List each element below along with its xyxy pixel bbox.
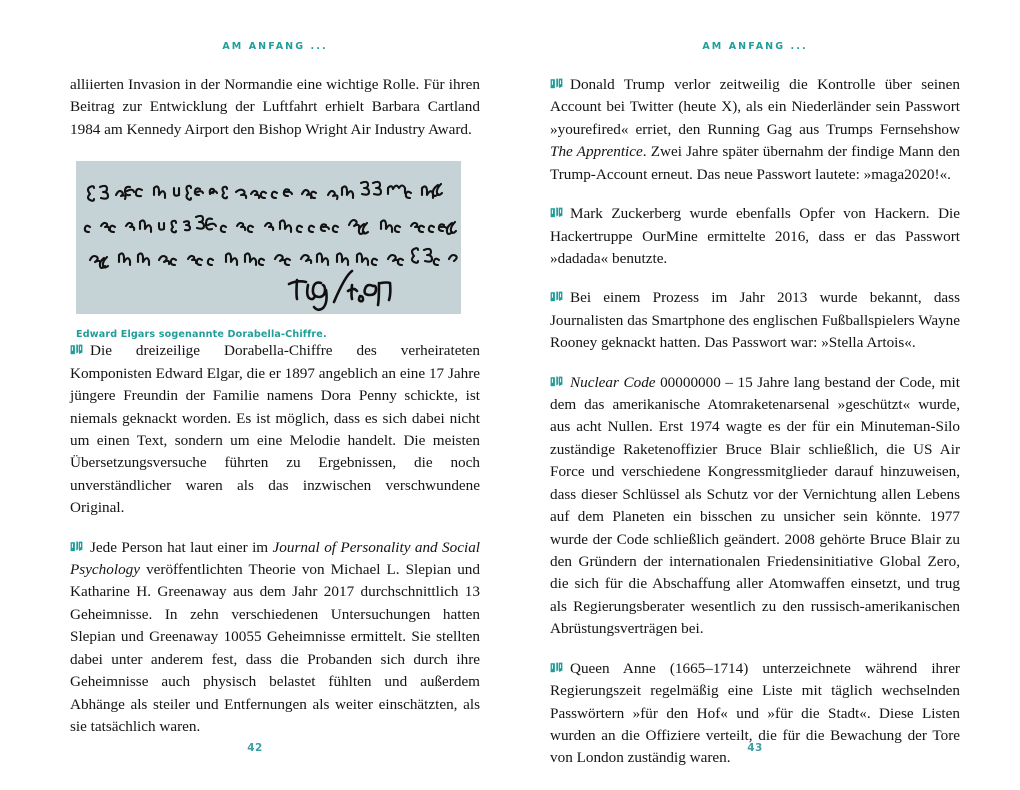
open-book-icon xyxy=(550,291,563,302)
fact-entry-paragraph xyxy=(70,340,480,519)
left-column-content xyxy=(70,74,480,738)
open-book-icon xyxy=(70,344,83,355)
fact-entry-paragraph xyxy=(550,287,960,354)
left-entry-list xyxy=(70,340,480,738)
paragraph-text: . Zwei Jahre später übernahm der findige Mann den Trump-Account erneut. Das neue Passwort lautete: »maga2020!«. xyxy=(550,143,961,183)
open-book-icon xyxy=(70,541,83,552)
running-head-left: AM ANFANG ... xyxy=(222,41,328,52)
open-book-icon xyxy=(550,376,563,387)
running-head-right: AM ANFANG ... xyxy=(702,41,808,52)
fact-entry-paragraph xyxy=(70,537,480,739)
continued-paragraph: alliierten Invasion in der Normandie eine wichtige Rolle. Für ihren Beitrag zur Entwicklung der Luftfahrt erhielt Barbara Cartland 1984 am Kennedy Airport den Bishop Wright Air Industry Award. xyxy=(70,76,480,138)
fact-entry-paragraph xyxy=(550,372,960,641)
paragraph-text: Donald Trump verlor zeitweilig die Kontrolle über seinen Account bei Twitter (heute X), als ein Niederländer sein Passwort »yourefired« erriet, den Running Gag aus Trumps Fernsehshow xyxy=(550,76,960,138)
folio-right: 43 xyxy=(747,742,763,754)
emphasized-title: The Apprentice xyxy=(550,143,643,161)
paragraph-text: Queen Anne (1665–1714) unterzeichnete während ihrer Regierungszeit regelmäßig eine Liste mit täglich wechselnden Passwörtern »für den Hof« und »für die Stadt«. Diese Listen wurden an die Offiziere verteilt, die für die Bewachung der Tore von London zuständig waren. xyxy=(550,659,960,767)
figure-caption: Edward Elgars sogenannte Dorabella-Chiffre. xyxy=(76,329,327,341)
open-book-icon xyxy=(550,662,563,673)
emphasized-title: Nuclear Code xyxy=(570,373,656,391)
right-column-content xyxy=(550,74,960,770)
paragraph-text: veröffentlichten Theorie von Michael L. Slepian und Katharine H. Greenaway aus dem Jahr 2017 durchschnittlich 13 Geheimnisse. In zehn verschiedenen Untersuchungen hatten Slepian und Greenaway 10055 Geheimnisse ermittelt. Sie stellten dabei unter anderem fest, dass die Probanden sich durch ihre Geheimnisse auch physisch belastet fühlten und außerdem Abhänge als steiler und Entfernungen als weiter einschätzten, als sie tatsächlich waren. xyxy=(70,561,480,736)
paragraph-text: Bei einem Prozess im Jahr 2013 wurde bekannt, dass Journalisten das Smartphone des englischen Fußballspielers Wayne Rooney geknackt hatten. Das Passwort war: »Stella Artois«. xyxy=(550,289,960,352)
paragraph-text: Die dreizeilige Dorabella-Chiffre des verheirateten Komponisten Edward Elgar, die er 1897 angeblich an eine 17 Jahre jüngere Freundin der Familie namens Dora Penny schickte, ist niemals geknackt worden. Es ist möglich, dass es sich dabei nicht um einen Text, sondern um eine Melodie handelt. Die meisten Übersetzungsversuche führten zu Ergebnissen, die noch unverständlicher waren als das inzwischen verschwundene Original. xyxy=(70,342,480,517)
emphasized-title: Journal of Personality and Social Psychology xyxy=(70,538,481,579)
right-entry-list xyxy=(550,74,960,770)
open-book-icon xyxy=(550,207,563,218)
paragraph-text: Jede Person hat laut einer im xyxy=(90,538,273,556)
page-right xyxy=(510,0,1020,790)
fact-entry-paragraph xyxy=(550,74,960,186)
folio-left: 42 xyxy=(247,742,263,754)
figure-dorabella-cipher xyxy=(76,161,461,340)
paragraph-text: 00000000 – 15 Jahre lang bestand der Code, mit dem das amerikanische Atomraketenarsenal »geschützt« wurde, aus acht Nullen. Erst 1974 wagte es der für ein Minuteman-Silo zuständige Raketenoffizier Bruce Blair schließlich, die US Air Force und verschiedene Kongressmitglieder darauf hinzuweisen, dass dieser Schlüssel als Schutz vor der Vernichtung allen Lebens auf dem Planeten ein bisschen zu unsicher sein könnte. 1977 wurde der Code schließlich geändert. 2008 gehörte Bruce Blair zu den Gründern der internationalen Friedensinitiative Global Zero, die sich für die Abschaffung aller Atomwaffen einsetzt, und trug als Regierungsberater wesentlich zu den russisch-amerikanischen Abrüstungsverträgen bei. xyxy=(550,373,960,638)
fact-entry-paragraph xyxy=(550,203,960,270)
paragraph-text: Mark Zuckerberg wurde ebenfalls Opfer von Hackern. Die Hackertruppe OurMine ermittelte 2016, dass er das Passwort »dadada« benutzte. xyxy=(550,205,960,267)
cipher-manuscript-image xyxy=(76,161,461,314)
open-book-icon xyxy=(550,78,563,89)
